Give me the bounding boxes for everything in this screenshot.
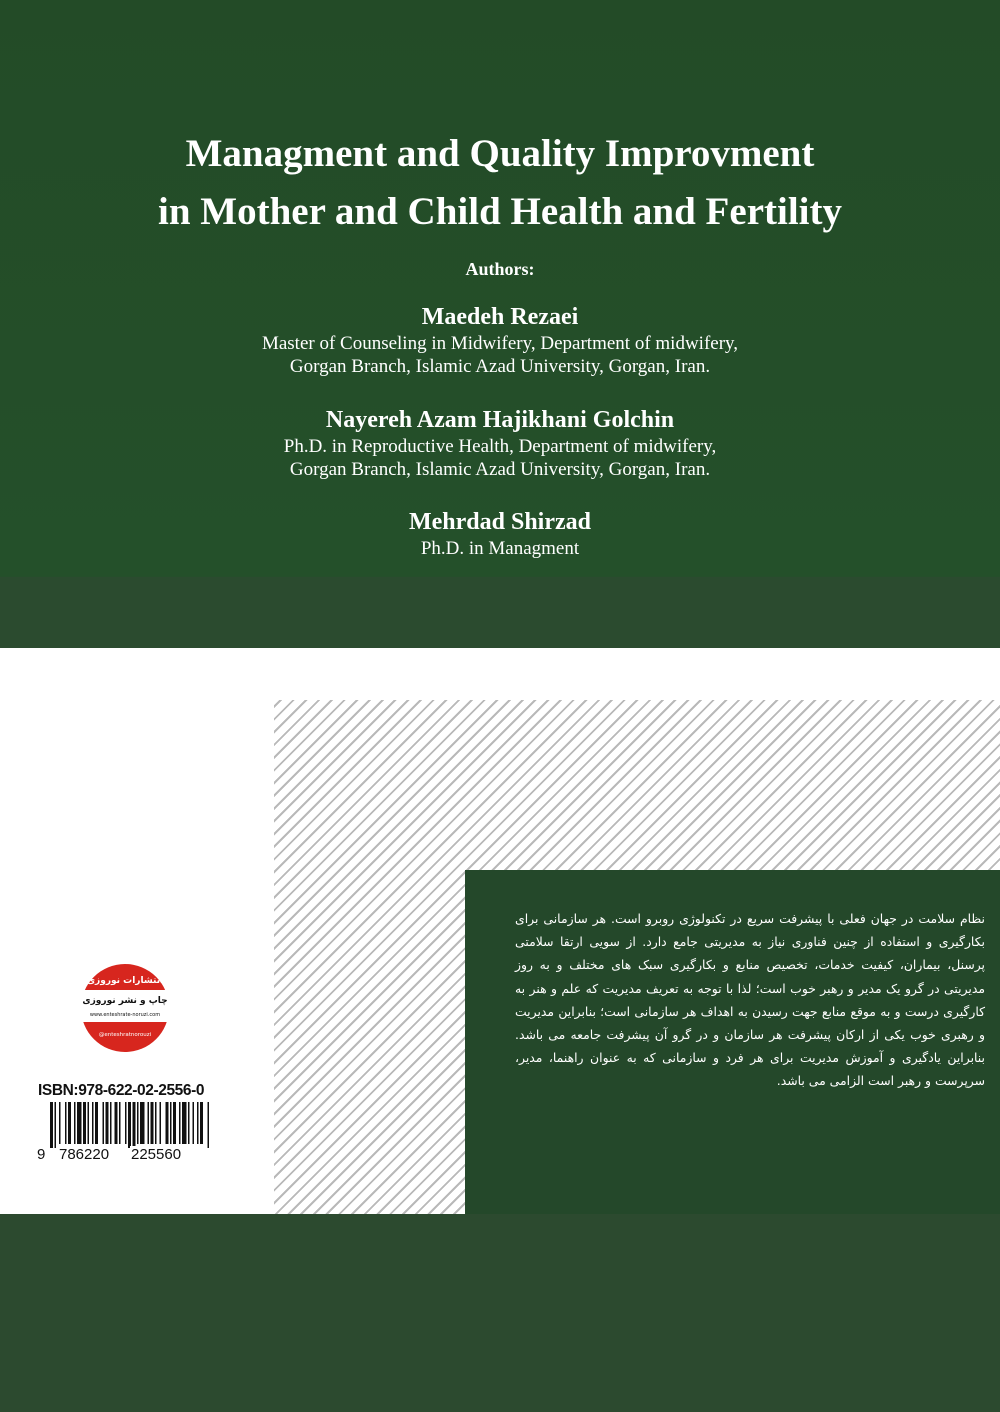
barcode-bar <box>110 1102 112 1144</box>
barcode-digits-left: 786220 <box>59 1146 110 1163</box>
barcode-bar <box>182 1102 187 1144</box>
barcode-bar <box>137 1102 139 1144</box>
barcode-digit-first: 9 <box>37 1146 46 1163</box>
barcode-bar <box>59 1102 61 1144</box>
author-block <box>0 405 1000 481</box>
barcode-bar <box>95 1102 98 1144</box>
band-lower-strip <box>0 577 1000 648</box>
bottom-cover-band <box>0 1214 1000 1412</box>
barcode-bar <box>151 1102 154 1144</box>
publisher-logo <box>71 963 179 1053</box>
author-name: Maedeh Rezaei <box>421 304 579 330</box>
author-name: Nayereh Azam Hajikhani Golchin <box>325 407 675 433</box>
barcode-bar <box>208 1102 210 1148</box>
barcode-bar <box>106 1102 109 1144</box>
barcode-bar <box>179 1102 181 1144</box>
barcode-bar <box>115 1102 118 1144</box>
book-title <box>0 125 1000 241</box>
barcode-bar <box>133 1102 136 1148</box>
barcode-bar <box>188 1102 190 1144</box>
author-affiliation: Ph.D. in Managment <box>420 538 580 559</box>
barcode-bar <box>50 1102 53 1148</box>
barcode-bar <box>148 1102 150 1144</box>
author-affiliation: Gorgan Branch, Islamic Azad University, Gorgan, Iran. <box>289 459 711 480</box>
back-cover-blurb: نظام سلامت در جهان فعلی با پیشرفت سریع در تکنولوژی روبرو است. هر سازمانی برای بکارگیری و استفاده از چنین فناوری نیاز به مدیریتی جامع دارد. از سویی ارتقا سلامتی پرسنل، بیماران، کیفیت خدمات، تخصیص منابع و بکارگیری سبک های مختلف و به روز مدیریتی در گرو یک مدیر و رهبر خوب است؛ لذا با توجه به تعریف مدیریت که علم و هنر به کارگیری درست و به موقع منابع جهت رسیدن به اهداف هر سازمانی است؛ بنابراین مدیریت و رهبری خوب یکی از ارکان پیشرفت هر سازمان و در گرو آن پیشرفت جامعه می باشد. بنابراین یادگیری و آموزش مدیریت برای هر فرد و سازمانی که به عنوان راهنما، مدیر، سرپرست و رهبر است الزامی می باشد. <box>515 911 985 1089</box>
barcode-bar <box>197 1102 199 1144</box>
barcode-bar <box>155 1102 157 1144</box>
barcode-digits-right: 225560 <box>131 1146 182 1163</box>
barcode-bar <box>83 1102 86 1144</box>
barcode-bar <box>74 1102 76 1144</box>
barcode-bar <box>160 1102 162 1144</box>
barcode-bar <box>103 1102 105 1144</box>
barcode-bar <box>173 1102 176 1144</box>
barcode-bar <box>119 1102 121 1144</box>
barcode-bar <box>170 1102 172 1144</box>
barcode-bar <box>68 1102 71 1144</box>
authors-label: Authors: <box>465 259 535 279</box>
barcode-bar <box>200 1102 203 1144</box>
author-block <box>0 507 1000 560</box>
author-name: Mehrdad Shirzad <box>408 509 591 535</box>
title-line-2: in Mother and Child Health and Fertility <box>158 190 842 233</box>
publisher-name-2: چاپ و نشر نوروزی <box>82 996 168 1006</box>
barcode-bar <box>77 1102 82 1144</box>
title-line-1: Managment and Quality Improvment <box>185 132 815 175</box>
barcode-bar <box>92 1102 94 1144</box>
barcode-bar <box>88 1102 90 1144</box>
author-affiliation: Master of Counseling in Midwifery, Department of midwifery, <box>261 333 739 354</box>
barcode-bar <box>65 1102 67 1144</box>
isbn-label: ISBN:978-622-02-2556-0 <box>38 1082 205 1099</box>
barcode-bar <box>193 1102 195 1144</box>
publisher-name-1: انتشارات نوروزی <box>86 976 164 986</box>
publisher-website: www.enteshrate-noruzi.com <box>89 1012 161 1018</box>
author-block <box>0 302 1000 378</box>
publisher-instagram: @enteshratnorouzi <box>98 1032 152 1038</box>
barcode-bars <box>38 1102 223 1148</box>
barcode-bar <box>125 1102 127 1144</box>
barcode-bar <box>55 1102 57 1148</box>
author-affiliation: Gorgan Branch, Islamic Azad University, Gorgan, Iran. <box>289 356 711 377</box>
barcode-bar <box>140 1102 145 1144</box>
barcode-bar <box>166 1102 169 1144</box>
barcode-bar <box>128 1102 131 1148</box>
author-affiliation: Ph.D. in Reproductive Health, Department of midwifery, <box>283 436 717 457</box>
